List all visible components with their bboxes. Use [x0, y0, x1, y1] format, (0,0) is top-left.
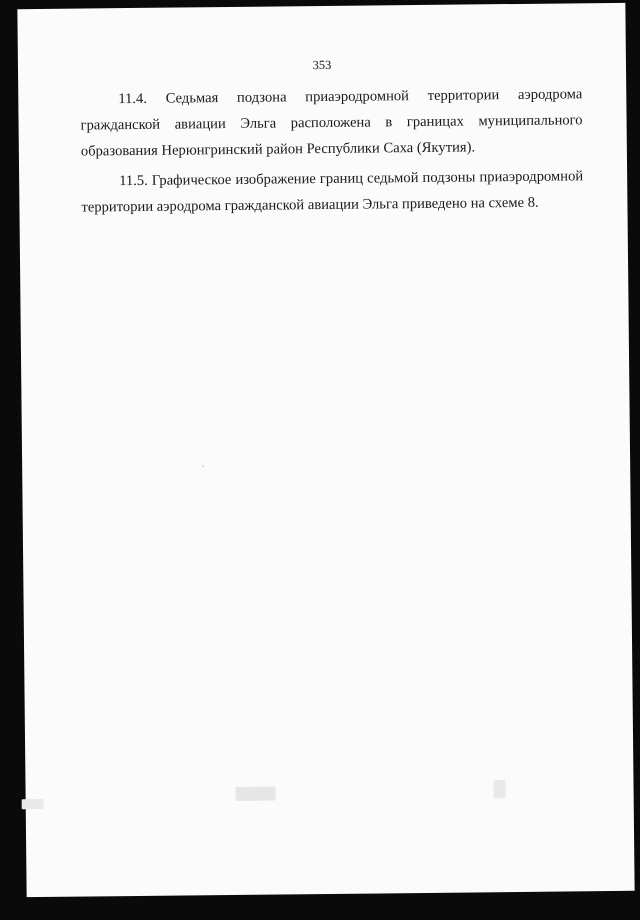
scan-artifact [493, 780, 505, 798]
scan-artifact [202, 465, 204, 467]
paragraph-11-4: 11.4. Седьмая подзона приаэродромной территории аэродрома гражданской авиации Эльга расположена в границах муниципального образования Нерюнгринский район Республики Саха (Якутия). [80, 86, 583, 160]
document-page [17, 3, 634, 897]
paragraph-11-5: 11.5. Графическое изображение границ седьмой подзоны приаэродромной территории аэродрома гражданской авиации Эльга приведено на схеме 8. [81, 168, 584, 216]
document-body [80, 81, 583, 224]
page-number: 353 [312, 57, 332, 73]
scan-artifact [22, 799, 44, 809]
scan-artifact [236, 787, 276, 801]
